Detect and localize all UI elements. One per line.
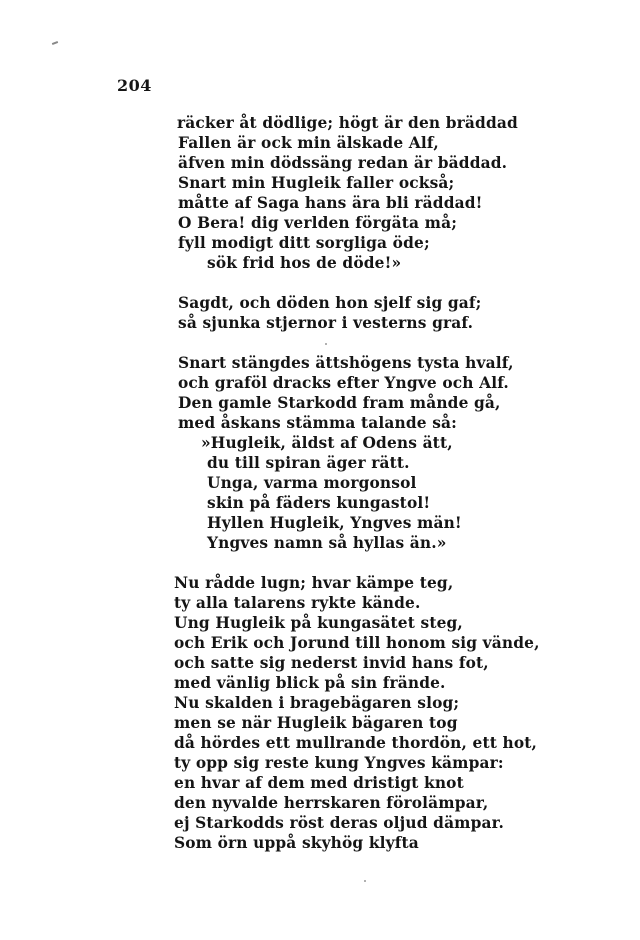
scan-dot: [325, 343, 327, 345]
poem-line: Den gamle Starkodd fram månde gå,: [178, 394, 501, 412]
poem-line: och Erik och Jorund till honom sig vände,: [174, 634, 540, 652]
poem-line: skin på fäders kungastol!: [207, 494, 431, 512]
poem-line: och satte sig nederst invid hans fot,: [174, 654, 489, 672]
poem-line: med åskans stämma talande så:: [178, 414, 457, 432]
poem-line: äfven min dödssäng redan är bäddad.: [178, 154, 508, 172]
poem-line: sök frid hos de döde!»: [207, 254, 402, 272]
poem-line: men se när Hugleik bägaren tog: [174, 714, 458, 732]
poem-line: Ung Hugleik på kungasätet steg,: [174, 614, 463, 632]
poem-line: Som örn uppå skyhög klyfta: [174, 834, 419, 852]
poem-line: ej Starkodds röst deras oljud dämpar.: [174, 814, 505, 832]
poem-line: och graföl dracks efter Yngve och Alf.: [178, 374, 509, 392]
poem-line: så sjunka stjernor i vesterns graf.: [178, 314, 474, 332]
poem-line: Unga, varma morgonsol: [207, 474, 417, 492]
poem-line: Yngves namn så hyllas än.»: [207, 534, 447, 552]
poem-line: Hyllen Hugleik, Yngves män!: [207, 514, 462, 532]
scan-speck: [52, 41, 58, 45]
poem-line: Snart stängdes ättshögens tysta hvalf,: [178, 354, 514, 372]
poem-line: Nu rådde lugn; hvar kämpe teg,: [174, 574, 454, 592]
poem-line: fyll modigt ditt sorgliga öde;: [178, 234, 430, 252]
poem-line: Snart min Hugleik faller också;: [178, 174, 455, 192]
scan-dot: [364, 880, 366, 882]
poem-line: »Hugleik, äldst af Odens ätt,: [201, 434, 453, 452]
poem-line: en hvar af dem med dristigt knot: [174, 774, 464, 792]
poem-line: den nyvalde herrskaren förolämpar,: [174, 794, 489, 812]
poem-line: med vänlig blick på sin frände.: [174, 674, 446, 692]
poem-line: då hördes ett mullrande thordön, ett hot,: [174, 734, 537, 752]
page-number: 204: [117, 76, 152, 95]
poem-line: Fallen är ock min älskade Alf,: [178, 134, 439, 152]
poem-line: ty alla talarens rykte kände.: [174, 594, 421, 612]
poem-line: Sagdt, och döden hon sjelf sig gaf;: [178, 294, 482, 312]
poem-line: räcker åt dödlige; högt är den bräddad: [177, 114, 518, 132]
poem-line: O Bera! dig verlden förgäta må;: [178, 214, 458, 232]
poem-line: du till spiran äger rätt.: [207, 454, 410, 472]
poem-line: Nu skalden i bragebägaren slog;: [174, 694, 460, 712]
poem-line: ty opp sig reste kung Yngves kämpar:: [174, 754, 504, 772]
poem-line: måtte af Saga hans ära bli räddad!: [178, 194, 483, 212]
